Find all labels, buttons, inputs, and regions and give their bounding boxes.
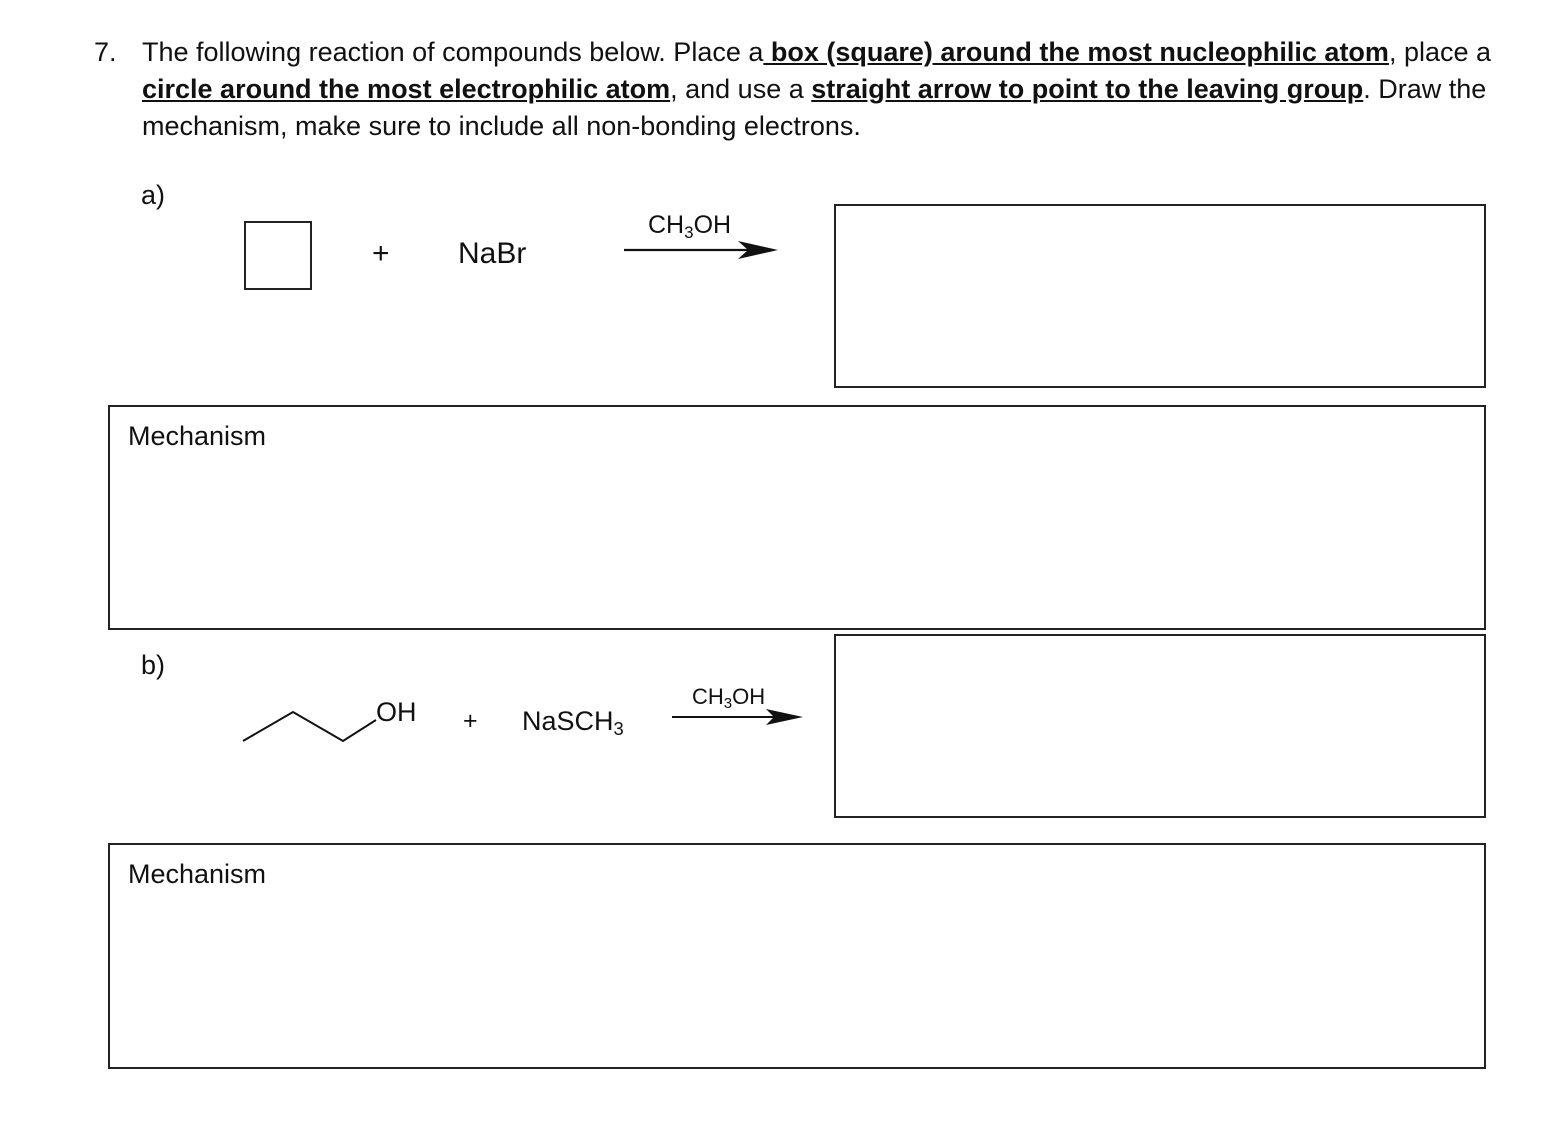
- question-segment-bold: straight arrow to point to the leaving group: [811, 74, 1364, 104]
- mechanism-label-a: Mechanism: [128, 421, 267, 451]
- mechanism-box-b[interactable]: [108, 843, 1486, 1069]
- solvent-label-a: $CH_3OH$: [648, 211, 732, 242]
- mechanism-label-b: Mechanism: [128, 859, 267, 889]
- reagent-nasch3: NaSCH$_3$: [522, 706, 624, 740]
- part-b-label: b): [141, 650, 166, 680]
- hydroxyl-label: OH: [376, 697, 417, 727]
- reagent-nabr: NaBr: [458, 237, 527, 270]
- part-a-label: a): [141, 180, 166, 210]
- plus-sign-a: +: [372, 237, 390, 270]
- question-segment: The following reaction of compounds below. Place a: [142, 37, 764, 67]
- question-segment: , and use a: [670, 74, 812, 104]
- plus-sign-b: +: [463, 707, 478, 735]
- question-segment-bold: box (square) around the most nucleophilic atom: [763, 37, 1389, 67]
- propanol-skeleton: [243, 712, 376, 741]
- question-segment: , place a: [1388, 37, 1492, 67]
- product-answer-box-b[interactable]: [834, 634, 1486, 818]
- cyclobutane-ring: [245, 222, 311, 289]
- solvent-label-b: $CH_3OH$: [692, 684, 766, 713]
- question-number: 7.: [94, 37, 117, 67]
- question-segment-bold: circle around the most electrophilic atom: [142, 74, 671, 104]
- mechanism-box-a[interactable]: [108, 405, 1486, 630]
- product-answer-box-a[interactable]: [834, 204, 1486, 388]
- question-segment: . Draw the mechanism, make sure to include all non-bonding electrons.: [142, 74, 1487, 141]
